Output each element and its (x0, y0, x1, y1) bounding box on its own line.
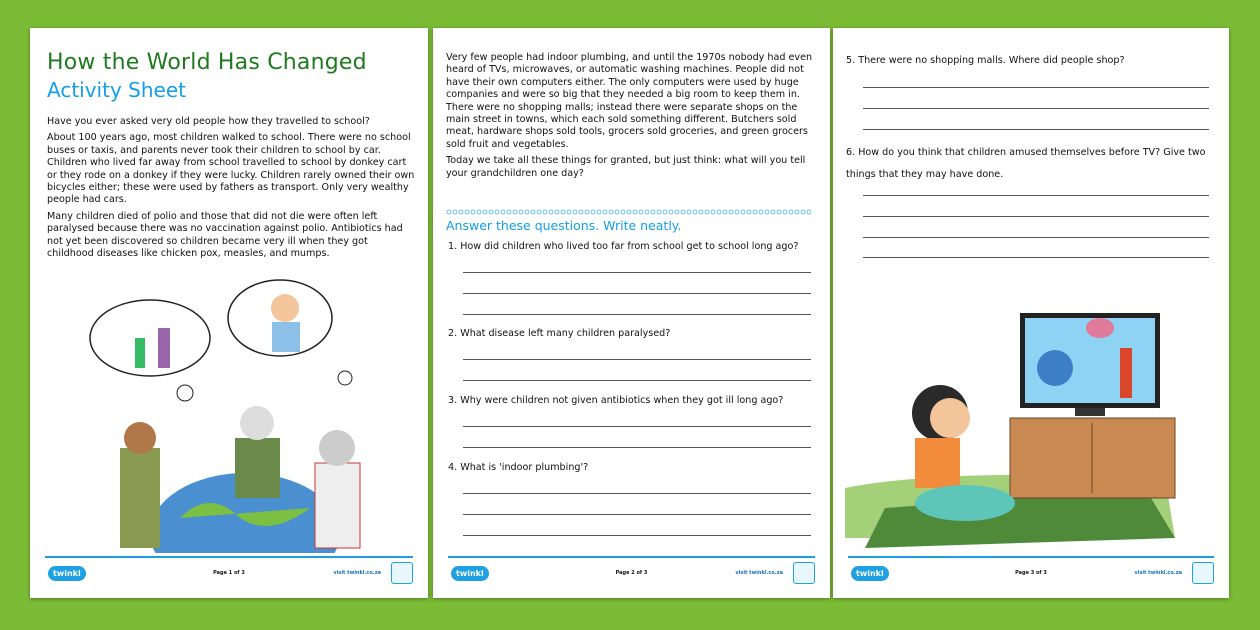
question-4: 4. What is 'indoor plumbing'? (448, 462, 589, 473)
answer-line[interactable] (463, 447, 811, 448)
website-link: visit twinkl.co.za (735, 570, 783, 576)
answer-line[interactable] (863, 87, 1209, 88)
page-footer (448, 556, 815, 588)
badge-icon (391, 562, 413, 584)
twinkl-logo: twinkl (451, 566, 489, 581)
question-3: 3. Why were children not given antibiotics when they got ill long ago? (448, 395, 784, 406)
page-number: Page 2 of 3 (615, 570, 648, 576)
page-number: Page 1 of 3 (213, 570, 245, 576)
badge-icon (1192, 562, 1214, 584)
twinkl-logo: twinkl (851, 566, 889, 581)
child-watching-tv-illustration (845, 308, 1215, 548)
question-2: 2. What disease left many children paralysed? (448, 328, 671, 339)
answer-line[interactable] (863, 129, 1209, 130)
paragraph: About 100 years ago, most children walked to school. There were no school buses or taxis, and parents never took their children to school by car. Children who lived far away from school travelled to school by donkey cart or they rode on a donkey if they were lucky. Children rarely owned their own bicycles either; these were used by fathers as transport. Only very wealthy people had cars. (47, 132, 415, 206)
page-footer (45, 556, 413, 588)
answer-line[interactable] (463, 272, 811, 273)
page-number: Page 3 of 3 (1015, 570, 1047, 576)
page-2 (433, 28, 830, 598)
website-link: visit twinkl.co.za (1134, 570, 1182, 576)
answer-line[interactable] (863, 257, 1209, 258)
twinkl-logo: twinkl (48, 566, 86, 581)
page-1 (30, 28, 428, 598)
paragraph: Today we take all these things for granted, but just think: what will you tell your grandchildren one day? (446, 155, 806, 179)
paragraph: Many children died of polio and those that did not die were often left paralysed because there was no vaccination against polio. Antibiotics had not yet been discovered so children became very ill when they got childhood diseases like chicken pox, measles, and mumps. (47, 210, 403, 260)
website-link: visit twinkl.co.za (333, 570, 381, 576)
page-title: How the World Has Changed (47, 50, 367, 75)
answer-line[interactable] (863, 237, 1209, 238)
answer-line[interactable] (863, 216, 1209, 217)
answer-line[interactable] (463, 514, 811, 515)
answer-line[interactable] (863, 108, 1209, 109)
question-6: 6. How do you think that children amused themselves before TV? Give two things that they may have done. (846, 147, 1206, 180)
elderly-people-illustration (80, 278, 410, 553)
answer-line[interactable] (463, 293, 811, 294)
intro-text (47, 116, 417, 264)
question-1: 1. How did children who lived too far from school get to school long ago? (448, 241, 799, 252)
page-footer (848, 556, 1214, 588)
wavy-divider (446, 209, 811, 215)
answer-line[interactable] (863, 195, 1209, 196)
paragraph: Have you ever asked very old people how they travelled to school? (47, 116, 370, 127)
answer-line[interactable] (463, 426, 811, 427)
answer-line[interactable] (463, 535, 811, 536)
page-subtitle: Activity Sheet (47, 78, 186, 102)
paragraph: Very few people had indoor plumbing, and until the 1970s nobody had even heard of TVs, microwaves, or automatic washing machines. People did not have their own computers either. The only computers were used by huge companies and were so big that they needed a big room to keep them in. There were no shopping malls; instead there were separate shops on the main street in towns, which each sold something different. Butchers sold meat, hardware shops sold tools, grocers sold groceries, and green grocers sold fruit and vegetables. (446, 52, 813, 150)
answer-line[interactable] (463, 380, 811, 381)
answer-line[interactable] (463, 359, 811, 360)
body-text (446, 52, 816, 184)
badge-icon (793, 562, 815, 584)
question-5: 5. There were no shopping malls. Where did people shop? (846, 55, 1125, 66)
page-3 (833, 28, 1229, 598)
answer-line[interactable] (463, 493, 811, 494)
answer-line[interactable] (463, 314, 811, 315)
instruction-heading: Answer these questions. Write neatly. (446, 218, 682, 233)
